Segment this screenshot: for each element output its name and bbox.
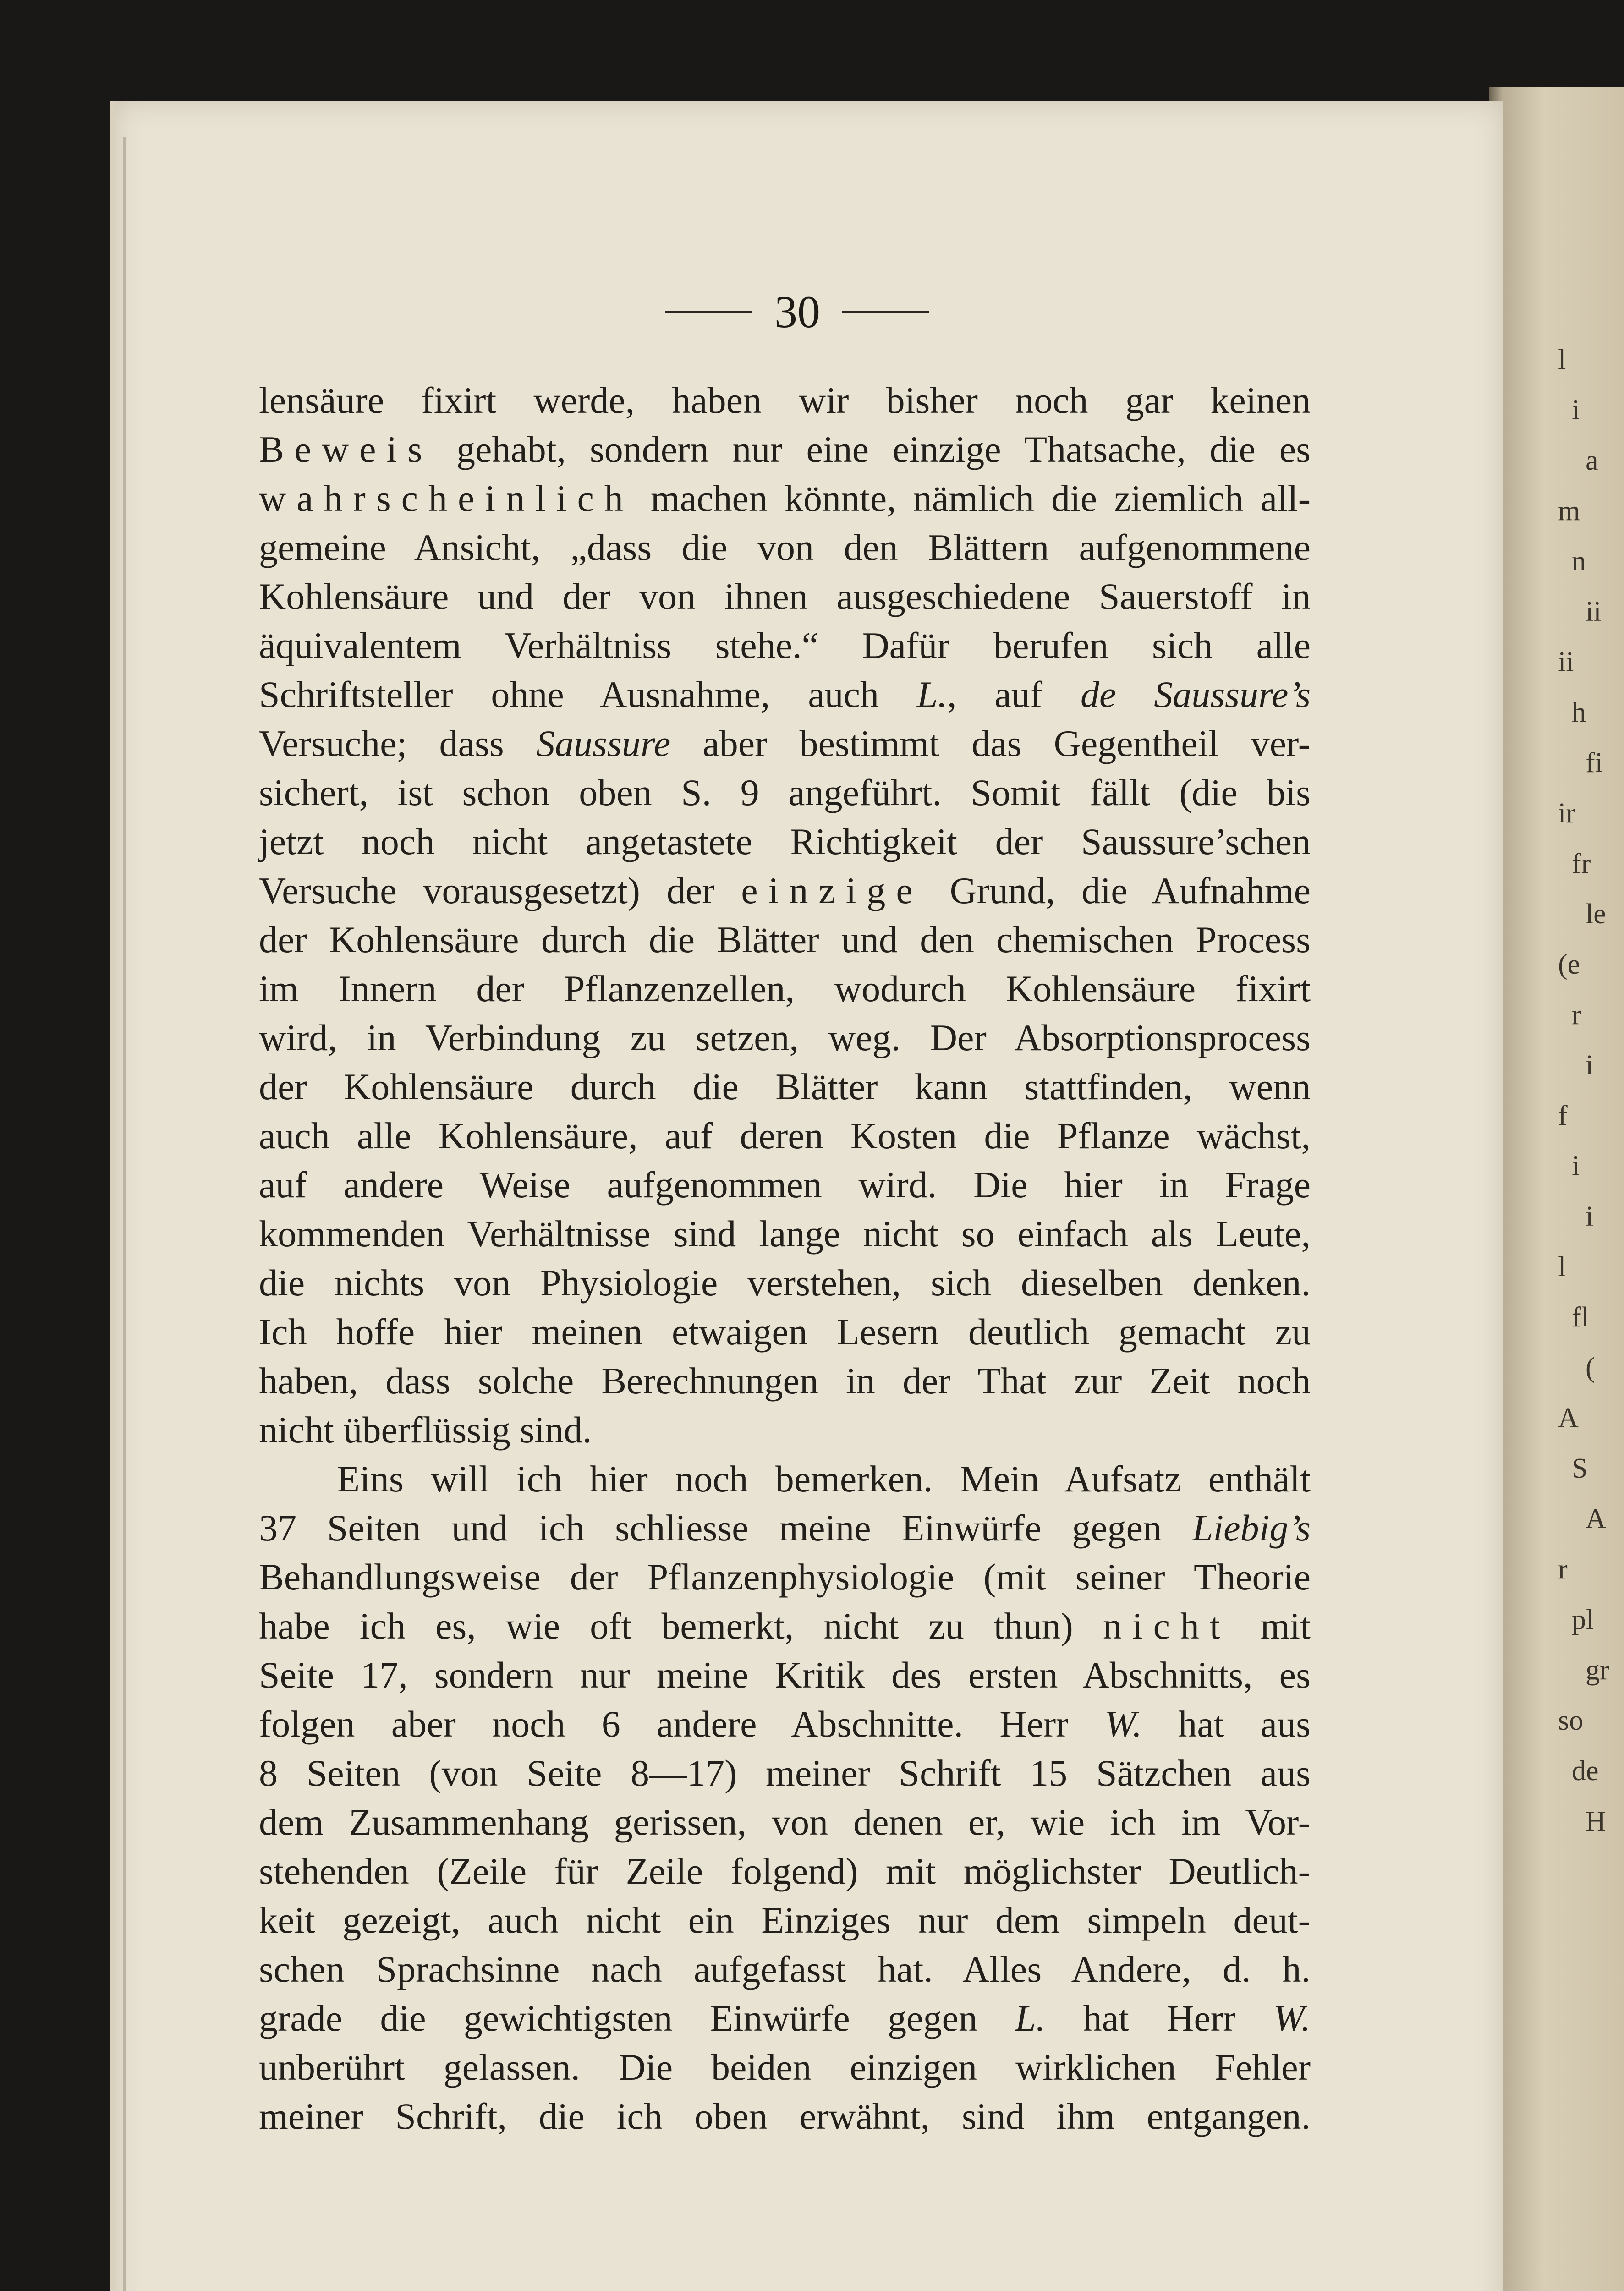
text-run: sichert, ist schon oben S. 9 angeführt. Somit fällt (die bis xyxy=(259,772,1311,813)
text-run: machen könnte, nämlich die ziemlich all- xyxy=(633,477,1311,519)
text-run: schen Sprachsinne nach aufgefasst hat. Alles Andere, d. h. xyxy=(259,1948,1311,1990)
text-run: Seite 17, sondern nur meine Kritik des ersten Abschnitts, es xyxy=(259,1654,1311,1696)
underlying-page-edge xyxy=(1489,87,1624,2291)
italic-text: Liebig’s xyxy=(1192,1507,1311,1549)
text-run: Versuche; dass xyxy=(259,723,536,764)
italic-text: L. xyxy=(1015,1997,1046,2039)
text-line xyxy=(259,2043,1311,2092)
text-run: grade die gewichtigsten Einwürfe gegen xyxy=(259,1997,1015,2039)
text-run: mit xyxy=(1230,1605,1311,1647)
underlying-page-fragment: f xyxy=(1558,1100,1568,1131)
text-run: Kohlensäure und der von ihnen ausgeschiedene Sauerstoff in xyxy=(259,575,1311,617)
header-rule-right xyxy=(842,311,929,313)
text-line xyxy=(259,1748,1311,1798)
underlying-page-fragment: ( xyxy=(1586,1352,1595,1383)
text-run: aber bestimmt das Gegentheil ver- xyxy=(670,723,1311,764)
text-run: Eins will ich hier noch bemerken. Mein Aufsatz enthält xyxy=(337,1458,1311,1500)
underlying-page-fragment: r xyxy=(1572,999,1581,1030)
text-line xyxy=(259,915,1311,964)
underlying-page-fragment: A xyxy=(1586,1503,1606,1535)
underlying-page-fragment: A xyxy=(1558,1403,1579,1434)
text-line xyxy=(259,1307,1311,1356)
italic-text: Saussure xyxy=(536,723,671,764)
text-run: Schriftsteller ohne Ausnahme, auch xyxy=(259,674,917,715)
text-line xyxy=(259,768,1311,817)
underlying-page-fragment: h xyxy=(1572,697,1586,728)
text-run: Ich hoffe hier meinen etwaigen Lesern deutlich gemacht zu xyxy=(259,1311,1311,1353)
underlying-page-fragment: l xyxy=(1558,344,1566,375)
text-line xyxy=(259,1258,1311,1307)
text-run: 8 Seiten (von Seite 8—17) meiner Schrift 15 Sätzchen aus xyxy=(259,1752,1311,1794)
underlying-page-fragment: fl xyxy=(1572,1302,1589,1333)
text-line xyxy=(259,1062,1311,1111)
text-run: Grund, die Aufnahme xyxy=(923,870,1311,911)
underlying-page-fragment: m xyxy=(1558,495,1580,526)
spaced-emphasis-text: wahrscheinlich xyxy=(259,477,634,519)
text-run: der Kohlensäure durch die Blätter und den chemischen Process xyxy=(259,919,1311,960)
text-line xyxy=(259,523,1311,572)
text-line xyxy=(259,1552,1311,1601)
underlying-page-fragment: a xyxy=(1586,445,1598,476)
text-run: stehenden (Zeile für Zeile folgend) mit möglichster Deutlich- xyxy=(259,1850,1311,1892)
text-line xyxy=(259,1356,1311,1405)
underlying-page-fragment: fi xyxy=(1586,747,1603,778)
underlying-page-fragment: H xyxy=(1586,1806,1606,1837)
italic-text: L. xyxy=(916,674,948,715)
text-run: dem Zusammenhang gerissen, von denen er, wie ich im Vor- xyxy=(259,1801,1311,1843)
underlying-page-fragment: ii xyxy=(1586,596,1602,627)
text-line xyxy=(259,719,1311,768)
text-run: äquivalentem Verhältniss stehe.“ Dafür berufen sich alle xyxy=(259,625,1311,666)
text-run: gemeine Ansicht, „dass die von den Blättern aufgenommene xyxy=(259,526,1311,568)
text-line xyxy=(259,1798,1311,1847)
italic-text: de Saussure’s xyxy=(1081,674,1311,715)
underlying-page-fragment: i xyxy=(1572,395,1580,426)
text-line xyxy=(259,425,1311,474)
text-run: kommenden Verhältnisse sind lange nicht so einfach als Leute, xyxy=(259,1213,1311,1255)
text-line xyxy=(259,1650,1311,1699)
text-run: jetzt noch nicht angetastete Richtigkeit der Saussure’schen xyxy=(259,821,1311,862)
text-run: hat aus xyxy=(1142,1703,1311,1745)
text-line xyxy=(259,474,1311,523)
text-line xyxy=(259,572,1311,621)
text-line xyxy=(259,1847,1311,1896)
spaced-emphasis-text: einzige xyxy=(741,870,923,911)
text-run: nicht überflüssig sind. xyxy=(259,1409,592,1451)
text-line xyxy=(259,2092,1311,2141)
underlying-page-fragment: (e xyxy=(1558,949,1580,980)
text-run: auch alle Kohlensäure, auf deren Kosten die Pflanze wächst, xyxy=(259,1115,1311,1156)
underlying-page-fragment: le xyxy=(1586,899,1606,930)
underlying-page-fragment: l xyxy=(1558,1251,1566,1283)
text-line xyxy=(259,1945,1311,1994)
text-run: , auf xyxy=(947,674,1081,715)
italic-text: W. xyxy=(1104,1703,1142,1745)
text-run: hat Herr xyxy=(1045,1997,1273,2039)
page-gutter-shadow xyxy=(123,137,126,2291)
spaced-emphasis-text: Beweis xyxy=(259,428,433,470)
text-line xyxy=(259,1160,1311,1209)
text-line xyxy=(259,376,1311,425)
underlying-page-fragment: i xyxy=(1586,1050,1594,1081)
text-line xyxy=(259,1013,1311,1062)
text-line xyxy=(259,964,1311,1013)
text-run: unberührt gelassen. Die beiden einzigen wirklichen Fehler xyxy=(259,2046,1311,2088)
text-run: gehabt, sondern nur eine einzige Thatsache, die es xyxy=(433,428,1311,470)
text-line xyxy=(259,1601,1311,1650)
text-line xyxy=(259,1503,1311,1552)
text-line xyxy=(259,1405,1311,1454)
text-line xyxy=(259,1209,1311,1258)
text-run: 37 Seiten und ich schliesse meine Einwürfe gegen xyxy=(259,1507,1192,1549)
underlying-page-fragment: fr xyxy=(1572,848,1591,879)
text-line xyxy=(259,1994,1311,2043)
underlying-page-fragment: gr xyxy=(1586,1655,1609,1686)
text-run: Versuche vorausgesetzt) der xyxy=(259,870,741,911)
text-line xyxy=(259,866,1311,915)
page-header xyxy=(637,284,958,339)
text-run: auf andere Weise aufgenommen wird. Die hier in Frage xyxy=(259,1164,1311,1206)
text-run: lensäure fixirt werde, haben wir bisher noch gar keinen xyxy=(259,379,1311,421)
text-run: im Innern der Pflanzenzellen, wodurch Kohlensäure fixirt xyxy=(259,968,1311,1009)
text-run: die nichts von Physiologie verstehen, sich dieselben denken. xyxy=(259,1262,1311,1304)
underlying-page-fragment: i xyxy=(1572,1151,1580,1182)
text-line xyxy=(259,1896,1311,1945)
underlying-page-fragment: n xyxy=(1572,546,1586,577)
text-line xyxy=(259,670,1311,719)
page-number: 30 xyxy=(774,286,820,337)
text-run: wird, in Verbindung zu setzen, weg. Der Absorptionsprocess xyxy=(259,1017,1311,1058)
underlying-page-fragment: so xyxy=(1558,1705,1584,1736)
body-text xyxy=(259,376,1311,2163)
italic-text: W. xyxy=(1273,1997,1311,2039)
text-line xyxy=(259,621,1311,670)
text-run: meiner Schrift, die ich oben erwähnt, sind ihm entgangen. xyxy=(259,2095,1311,2137)
underlying-page-fragment: ir xyxy=(1558,798,1575,829)
text-line xyxy=(259,1699,1311,1748)
text-line xyxy=(259,1111,1311,1160)
text-line xyxy=(259,817,1311,866)
underlying-page-fragment: i xyxy=(1586,1201,1594,1232)
underlying-page-fragment: r xyxy=(1558,1554,1568,1585)
spaced-emphasis-text: nicht xyxy=(1103,1605,1231,1647)
text-run: habe ich es, wie oft bemerkt, nicht zu thun) xyxy=(259,1605,1103,1647)
underlying-page-fragment: pl xyxy=(1572,1604,1594,1635)
header-rule-left xyxy=(665,311,752,313)
underlying-page-fragment: ii xyxy=(1558,647,1574,678)
text-run: haben, dass solche Berechnungen in der That zur Zeit noch xyxy=(259,1360,1311,1402)
text-run: keit gezeigt, auch nicht ein Einziges nur dem simpeln deut- xyxy=(259,1899,1311,1941)
underlying-page-fragment: de xyxy=(1572,1755,1599,1787)
text-run: folgen aber noch 6 andere Abschnitte. Herr xyxy=(259,1703,1105,1745)
text-run: Behandlungsweise der Pflanzenphysiologie (mit seiner Theorie xyxy=(259,1556,1311,1598)
underlying-page-fragment: S xyxy=(1572,1453,1588,1484)
text-run: der Kohlensäure durch die Blätter kann stattfinden, wenn xyxy=(259,1066,1311,1107)
text-line xyxy=(259,1454,1311,1503)
